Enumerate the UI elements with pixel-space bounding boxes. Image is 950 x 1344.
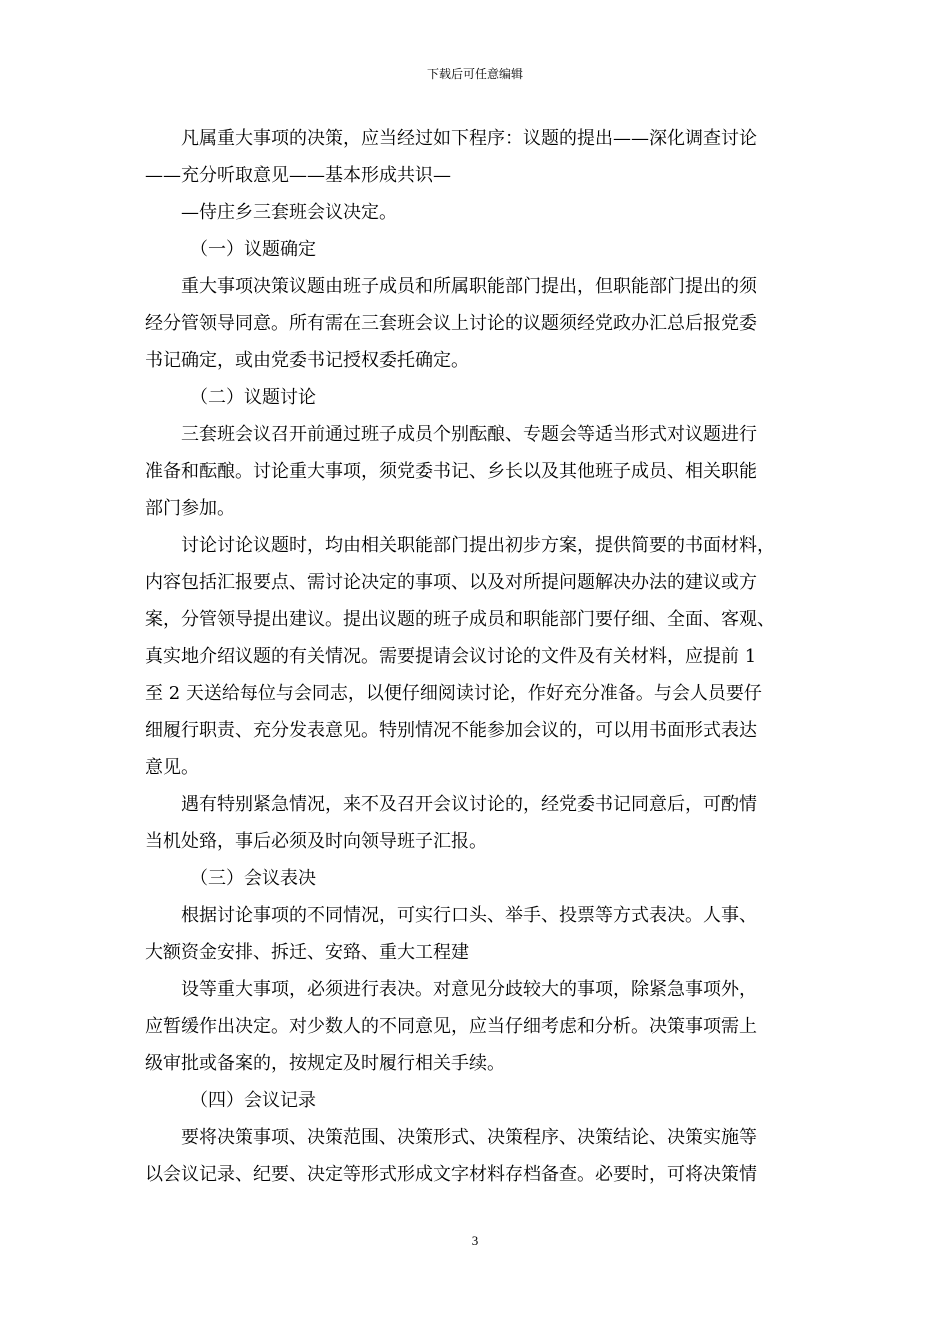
paragraph-line: 真实地介绍议题的有关情况。需要提请会议讨论的文件及有关材料，应提前 1	[145, 646, 757, 667]
page-number: 3	[471, 1233, 479, 1248]
section-heading: （三）会议表决	[190, 868, 316, 889]
paragraph-line: 书记确定，或由党委书记授权委托确定。	[145, 350, 469, 371]
paragraph-line: 意见。	[145, 757, 199, 778]
paragraph-line: 准备和酝酿。讨论重大事项，须党委书记、乡长以及其他班子成员、相关职能	[145, 461, 757, 482]
paragraph-line: 大额资金安排、拆迁、安臵、重大工程建	[145, 942, 469, 963]
document-body	[145, 120, 813, 1193]
paragraph-line: —侍庄乡三套班会议决定。	[181, 202, 397, 223]
paragraph-line: 细履行职责、充分发表意见。特别情况不能参加会议的，可以用书面形式表达	[145, 720, 757, 741]
paragraph-line: 内容包括汇报要点、需讨论决定的事项、以及对所提问题解决办法的建议或方	[145, 572, 757, 593]
paragraph-line: 部门参加。	[145, 498, 235, 519]
section-heading: （一）议题确定	[190, 239, 316, 260]
paragraph-line: 凡属重大事项的决策，应当经过如下程序：议题的提出——深化调查讨论	[181, 128, 757, 149]
paragraph-line: 根据讨论事项的不同情况，可实行口头、举手、投票等方式表决。人事、	[181, 905, 757, 926]
paragraph-line: 以会议记录、纪要、决定等形式形成文字材料存档备查。必要时，可将决策情	[145, 1164, 757, 1185]
paragraph-line: 至 2 天送给每位与会同志，以便仔细阅读讨论，作好充分准备。与会人员要仔	[145, 683, 762, 704]
paragraph-line: 三套班会议召开前通过班子成员个别酝酿、专题会等适当形式对议题进行	[181, 424, 757, 445]
paragraph-line: 遇有特别紧急情况，来不及召开会议讨论的，经党委书记同意后，可酌情	[181, 794, 757, 815]
paragraph-line: 应暂缓作出决定。对少数人的不同意见，应当仔细考虑和分析。决策事项需上	[145, 1016, 757, 1037]
paragraph-line: 级审批或备案的，按规定及时履行相关手续。	[145, 1053, 505, 1074]
paragraph-line: 要将决策事项、决策范围、决策形式、决策程序、决策结论、决策实施等	[181, 1127, 757, 1148]
paragraph-line: 设等重大事项，必须进行表决。对意见分歧较大的事项，除紧急事项外，	[181, 979, 757, 1000]
paragraph-line: 经分管领导同意。所有需在三套班会议上讨论的议题须经党政办汇总后报党委	[145, 313, 757, 334]
paragraph-line: 案，分管领导提出建议。提出议题的班子成员和职能部门要仔细、全面、客观、	[145, 609, 775, 630]
page-header: 下载后可任意编辑	[426, 67, 523, 81]
paragraph-line: 重大事项决策议题由班子成员和所属职能部门提出，但职能部门提出的须	[181, 276, 757, 297]
paragraph-line: 讨论讨论议题时，均由相关职能部门提出初步方案，提供简要的书面材料，	[181, 535, 775, 556]
paragraph-line: 当机处臵，事后必须及时向领导班子汇报。	[145, 831, 487, 852]
section-heading: （二）议题讨论	[190, 387, 316, 408]
paragraph-line: ——充分听取意见——基本形成共识—	[145, 165, 451, 186]
section-heading: （四）会议记录	[190, 1090, 316, 1111]
